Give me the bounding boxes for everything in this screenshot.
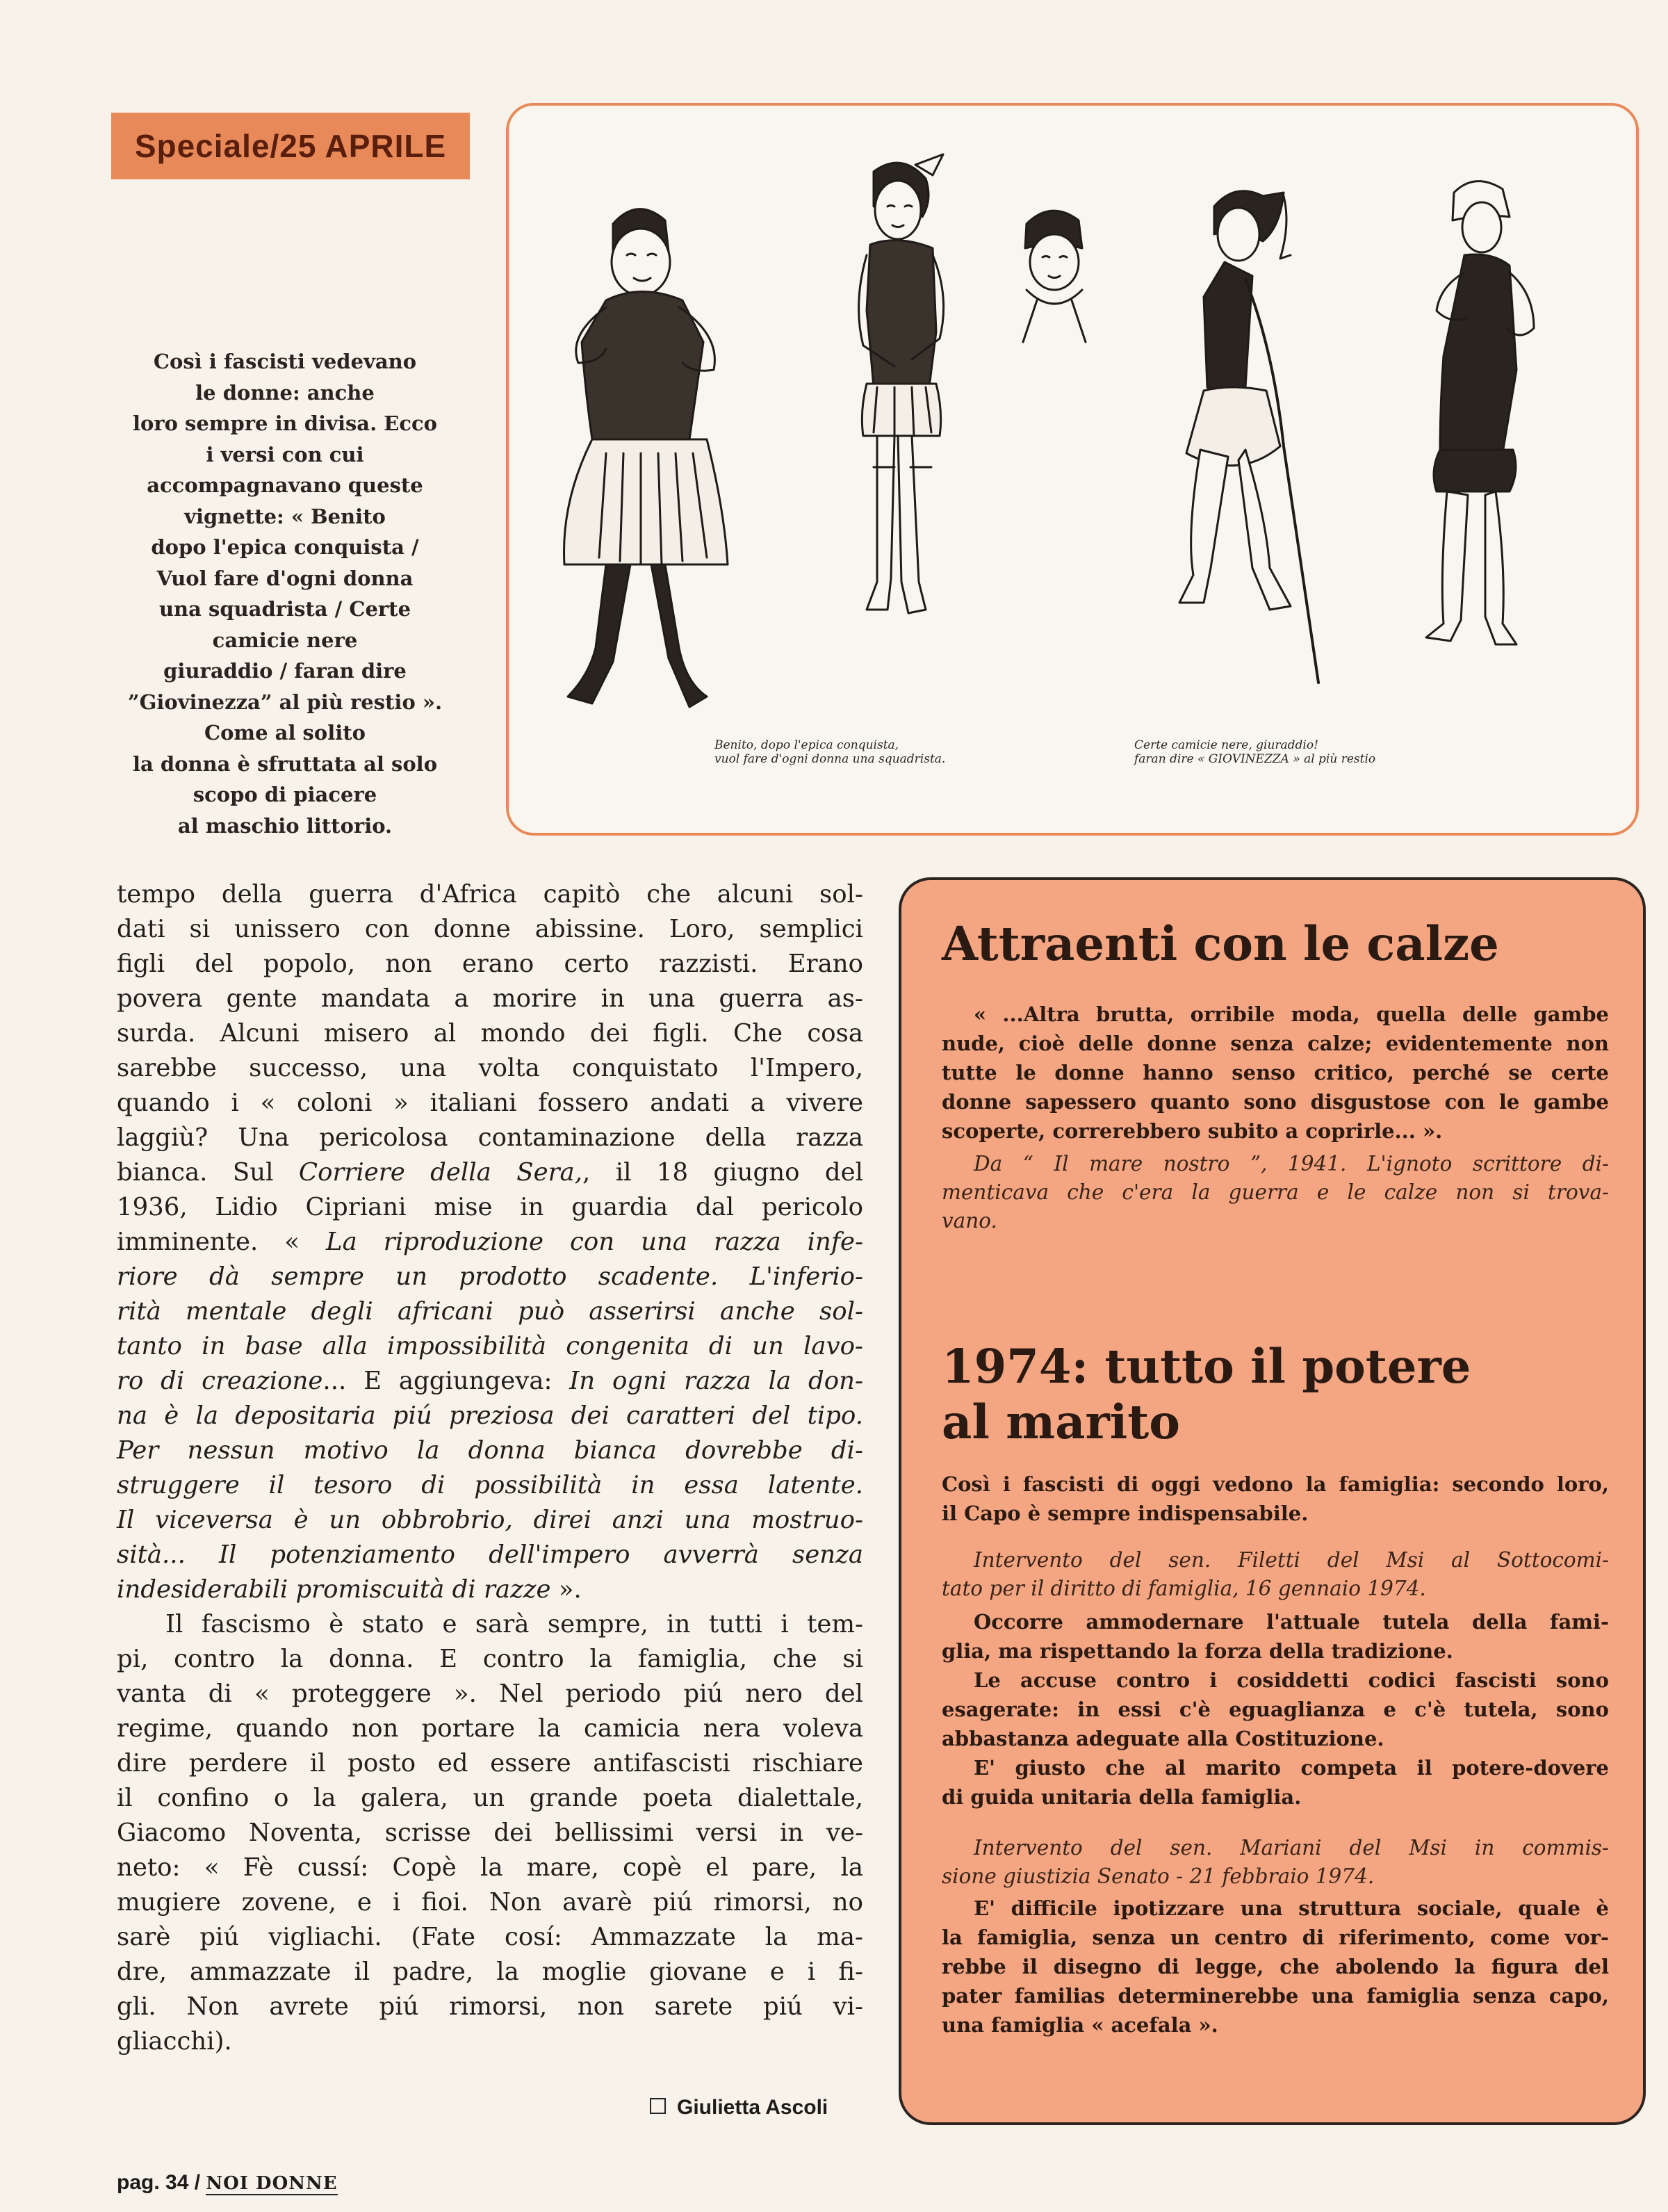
sidebar-quote-2 (942, 1607, 1609, 1812)
article-line: 1936, Lidio Cipriani mise in guardia dal pericolo (117, 1193, 863, 1221)
article-line: mugiere zovene, e i fioi. Non avarè piú rimorsi, no (117, 1888, 863, 1917)
caption-line: giuraddio / faran dire (163, 659, 407, 683)
quote-line: Le accuse contro i cosiddetti codici fascisti sono (974, 1668, 1609, 1692)
article-line (117, 1225, 863, 1260)
sidebar-quote-3 (942, 1894, 1609, 2040)
intro-line: Così i fascisti di oggi vedono la famiglia: secondo loro, (942, 1472, 1609, 1496)
article-quote: Per nessun motivo la donna bianca dovrebbe di- (117, 1436, 863, 1465)
end-mark-icon (650, 2098, 666, 2114)
article-line: gli. Non avrete piú rimorsi, non sarete piú vi- (117, 1992, 863, 2021)
heading-line: al marito (942, 1394, 1180, 1449)
caption-line: i versi con cui (206, 442, 364, 466)
caption-line: scopo di piacere (193, 783, 377, 806)
illustration-caption-line: Benito, dopo l'epica conquista, (714, 738, 899, 752)
article-line: dre, ammazzate il padre, la moglie giovane e i fi- (117, 1958, 863, 1986)
sidebar-intro-2 (942, 1470, 1609, 1528)
article-line: tempo della guerra d'Africa capitò che alcuni sol- (117, 880, 863, 909)
article-text: ... E aggiungeva: (322, 1367, 553, 1395)
caption-line: vignette: « Benito (184, 504, 386, 528)
article-line (117, 1155, 863, 1190)
article-body (117, 877, 863, 2059)
quote-line: rebbe il disegno di legge, che abolendo la figura del (942, 1955, 1609, 1978)
quote-line: pater familias determinerebbe una famiglia senza capo, (942, 1984, 1609, 2008)
figure-1 (564, 209, 728, 707)
magazine-logo: NOI DONNE (206, 2173, 338, 2194)
article-text: bianca. Sul (117, 1158, 274, 1187)
illustration-caption-line: faran dire « GIOVINEZZA » al più restio (1134, 752, 1376, 766)
article-line: surda. Alcuni misero al mondo dei figli. Che cosa (117, 1019, 863, 1048)
caption-line: ”Giovinezza” al più restio ». (127, 690, 443, 714)
article-line (117, 1329, 863, 1364)
article-quote: tanto in base alla impossibilità congenita di un lavo- (117, 1332, 863, 1360)
quote-line: E' difficile ipotizzare una struttura sociale, quale è (974, 1896, 1609, 1920)
sidebar-heading-1: Attraenti con le calze (942, 916, 1499, 971)
caption-line: Vuol fare d'ogni donna (156, 566, 414, 590)
article-line (117, 1572, 863, 1607)
article-line: il confino o la galera, un grande poeta dialettale, (117, 1784, 863, 1812)
article-line (117, 1399, 863, 1433)
author-name: Giulietta Ascoli (677, 2096, 828, 2119)
illustration-caption-line: Certe camicie nere, giuraddio! (1134, 738, 1318, 752)
article-line: Il fascismo è stato e sarà sempre, in tutti i tem- (165, 1610, 863, 1638)
article-quote: riore dà sempre un prodotto scadente. L'inferio- (117, 1262, 863, 1291)
caption-line: accompagnavano queste (147, 473, 423, 497)
sidebar-heading-2 (942, 1339, 1471, 1450)
quote-line: la famiglia, senza un centro di riferimento, come vor- (942, 1926, 1609, 1949)
figure-2 (859, 154, 944, 613)
sidebar-quote-1 (942, 1000, 1609, 1146)
cartoon-illustration (506, 103, 1639, 836)
source-line: tato per il diritto di famiglia, 16 gennaio 1974. (942, 1577, 1426, 1600)
article-line: Giacomo Noventa, scrisse dei bellissimi versi in ve- (117, 1819, 863, 1847)
caption-line: una squadrista / Certe (158, 597, 411, 621)
source-line: Intervento del sen. Filetti del Msi al Sottocomi- (974, 1548, 1609, 1572)
caption-line: camicie nere (212, 628, 358, 652)
caption-line: dopo l'epica conquista / (151, 535, 419, 559)
quote-line: una famiglia « acefala ». (942, 2013, 1218, 2037)
article-line: vanta di « proteggere ». Nel periodo piú nero del (117, 1680, 863, 1708)
author-signature (650, 2096, 828, 2120)
illustration-caption-line: vuol fare d'ogni donna una squadrista. (714, 752, 946, 766)
article-line (117, 1433, 863, 1468)
figure-5 (1426, 181, 1534, 644)
article-line: sarebbe successo, una volta conquistato l'Impero, (117, 1054, 863, 1082)
article-quote: struggere il tesoro di possibilità in essa latente. (117, 1471, 863, 1499)
illustration-caption-right (1134, 738, 1375, 766)
article-line (117, 1538, 863, 1572)
article-line: neto: « Fè cussí: Copè la mare, copè el pare, la (117, 1853, 863, 1882)
article-quote: indesiderabili promiscuità di razze (117, 1575, 551, 1604)
quote-line: di guida unitaria della famiglia. (942, 1785, 1302, 1809)
source-line: Intervento del sen. Mariani del Msi in commis- (974, 1836, 1609, 1860)
article-quote: na è la depositaria piú preziosa dei caratteri del tipo. (117, 1401, 863, 1430)
figure-4 (1179, 191, 1318, 683)
article-line: dati si unissero con donne abissine. Loro, semplici (117, 915, 863, 943)
article-text: ». (550, 1575, 582, 1604)
quote-line: scoperte, correrebbero subito a coprirle... ». (942, 1119, 1443, 1143)
article-text: , il 18 giugno del (582, 1158, 863, 1187)
article-line (117, 1503, 863, 1538)
page-number: pag. 34 / (117, 2171, 201, 2194)
article-line: laggiù? Una pericolosa contaminazione della razza (117, 1123, 863, 1152)
quote-line: abbastanza adeguate alla Costituzione. (942, 1727, 1384, 1750)
article-line: gliacchi). (117, 2027, 232, 2056)
article-quote: Il viceversa è un obbrobrio, direi anzi una mostruo- (117, 1506, 863, 1534)
illustration-caption (104, 346, 466, 841)
article-line: povera gente mandata a morire in una guerra as- (117, 984, 863, 1013)
article-line: sarè piú vigliachi. (Fate cosí: Ammazzate la ma- (117, 1923, 863, 1951)
article-text: imminente. « (117, 1228, 300, 1256)
illustration-caption-left (714, 738, 945, 766)
quote-line: nude, cioè delle donne senza calze; evidentemente non (942, 1032, 1609, 1055)
article-quote: La riproduzione con una razza infe- (326, 1228, 863, 1256)
article-line: dire perdere il posto ed essere antifascisti rischiare (117, 1749, 863, 1778)
quote-line: donne sapessero quanto sono disgustose con le gambe (942, 1090, 1609, 1114)
source-line: vano. (942, 1209, 997, 1233)
caption-line: loro sempre in divisa. Ecco (132, 412, 438, 435)
article-line: regime, quando non portare la camicia nera voleva (117, 1714, 863, 1743)
newspaper-title: Corriere della Sera, (298, 1158, 582, 1187)
section-tag: Speciale/25 APRILE (111, 113, 470, 179)
page-footer (117, 2171, 338, 2195)
article-line: pi, contro la donna. E contro la famiglia, che si (117, 1645, 863, 1673)
article-quote: rità mentale degli africani può asserirsi anche sol- (117, 1297, 863, 1326)
sidebar-source-2 (942, 1546, 1609, 1603)
caption-line: le donne: anche (195, 380, 375, 405)
caption-line: al maschio littorio. (177, 813, 393, 838)
article-line: figli del popolo, non erano certo razzisti. Erano (117, 950, 863, 978)
source-line: sione giustizia Senato - 21 febbraio 1974. (942, 1864, 1375, 1888)
sidebar-source-3 (942, 1834, 1609, 1891)
article-quote: sità... Il potenziamento dell'impero avverrà senza (117, 1540, 863, 1569)
fascist-women-cartoon-illustration (509, 106, 1636, 833)
quote-line: glia, ma rispettando la forza della tradizione. (942, 1639, 1453, 1663)
quote-line: « ...Altra brutta, orribile moda, quella delle gambe (974, 1002, 1609, 1026)
quote-line: Occorre ammodernare l'attuale tutela della fami- (974, 1610, 1609, 1634)
quote-line: esagerate: in essi c'è eguaglianza e c'è tutela, sono (942, 1698, 1609, 1721)
heading-line: 1974: tutto il potere (942, 1339, 1471, 1394)
article-quote: In ogni razza la don- (569, 1367, 863, 1395)
caption-line: Così i fascisti vedevano (153, 350, 417, 373)
sidebar-source-1 (942, 1150, 1609, 1235)
caption-line: la donna è sfruttata al solo (132, 751, 438, 776)
source-line: menticava che c'era la guerra e le calze non si trova- (942, 1180, 1609, 1204)
caption-line: Come al solito (204, 721, 366, 745)
article-quote: ro di creazione (117, 1367, 323, 1395)
article-line (117, 1468, 863, 1503)
quote-line: tutte le donne hanno senso critico, perché se certe (942, 1061, 1609, 1084)
sidebar-box (899, 877, 1646, 2125)
source-line: Da “ Il mare nostro ”, 1941. L'ignoto scrittore di- (974, 1152, 1609, 1176)
intro-line: il Capo è sempre indispensabile. (942, 1502, 1309, 1525)
article-line (117, 1260, 863, 1294)
article-line (117, 1364, 863, 1399)
figure-3 (1023, 211, 1086, 342)
quote-line: E' giusto che al marito competa il potere-dovere (974, 1756, 1609, 1780)
article-line (117, 1294, 863, 1329)
article-line: quando i « coloni » italiani fossero andati a vivere (117, 1089, 863, 1117)
